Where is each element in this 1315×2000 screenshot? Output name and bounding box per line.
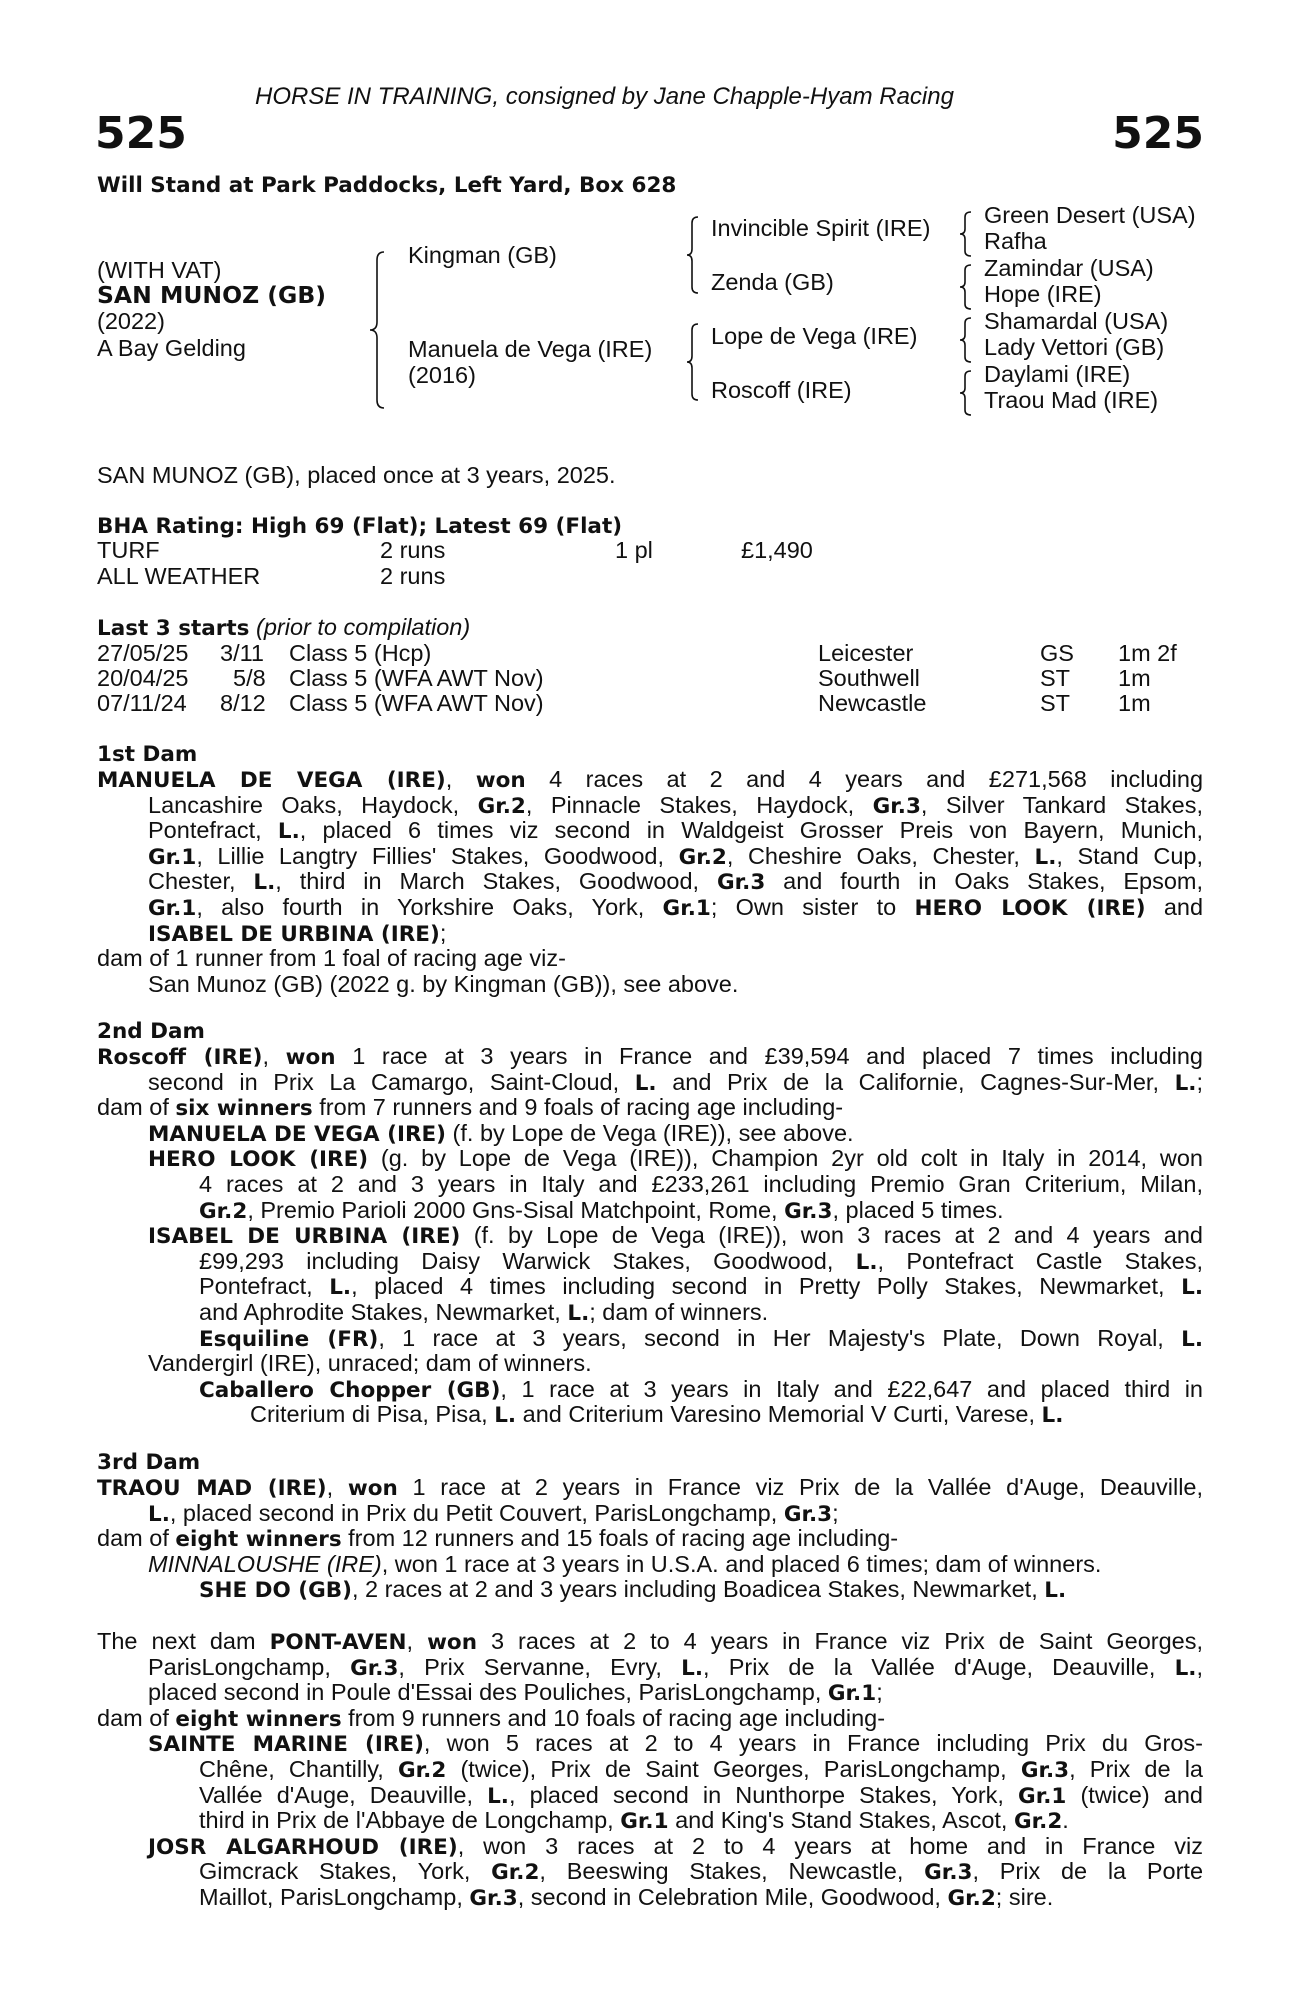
pedigree-g7: Daylami (IRE) <box>984 361 1131 387</box>
start-position: 8/12 <box>220 690 266 716</box>
horse-name: SAN MUNOZ (GB) <box>97 281 326 309</box>
start-date: 07/11/24 <box>97 690 187 716</box>
third-dam-text: TRAOU MAD (IRE), won 1 race at 2 years in France viz Prix de la Vallée d'Auge, Deauville, L., placed second in Prix du Petit Couvert, ParisLongchamp, Gr.3; dam of eight winners from 12 runners and 15 foals of racing age including- MINNALOUSHE (IRE), won 1 race at 3 years in U.S.A. and placed 6 times; dam of winners. SHE DO (GB), 2 races at 2 and 3 years including Boadicea Stakes, Newmarket, L. <box>97 1474 1204 1604</box>
rating-placed: 1 pl <box>615 537 653 563</box>
second-dam-heading: 2nd Dam <box>97 1019 205 1044</box>
brace-g4 <box>958 369 974 417</box>
rating-title: BHA Rating: High 69 (Flat); Latest 69 (Flat) <box>97 514 623 539</box>
pedigree-g3: Zamindar (USA) <box>984 255 1154 281</box>
pedigree-g8: Traou Mad (IRE) <box>984 387 1159 413</box>
stand-location: Will Stand at Park Paddocks, Left Yard, Box 628 <box>97 173 677 198</box>
brace-sire <box>685 215 701 295</box>
third-dam-heading: 3rd Dam <box>97 1450 201 1475</box>
rating-runs: 2 runs <box>380 537 446 563</box>
rating-earnings: £1,490 <box>741 537 813 563</box>
start-date: 20/04/25 <box>97 665 189 691</box>
last-starts-note: (prior to compilation) <box>256 614 471 640</box>
summary-line: SAN MUNOZ (GB), placed once at 3 years, 2025. <box>97 462 616 488</box>
rating-surface: ALL WEATHER <box>97 563 261 589</box>
brace-g3 <box>958 316 974 364</box>
pedigree-dam-dam: Roscoff (IRE) <box>711 377 852 403</box>
pedigree-g5: Shamardal (USA) <box>984 308 1169 334</box>
start-course: Newcastle <box>818 690 927 716</box>
start-distance: 1m <box>1118 665 1151 691</box>
rating-runs: 2 runs <box>380 563 446 589</box>
start-position: 5/8 <box>233 665 266 691</box>
pedigree-g1: Green Desert (USA) <box>984 202 1196 228</box>
consignor-line: HORSE IN TRAINING, consigned by Jane Chapple-Hyam Racing <box>255 83 954 110</box>
pedigree-dam-sire: Lope de Vega (IRE) <box>711 323 918 349</box>
brace-g1 <box>958 210 974 258</box>
start-distance: 1m <box>1118 690 1151 716</box>
start-going: ST <box>1040 690 1071 716</box>
pedigree-dam-year: (2016) <box>408 362 476 388</box>
next-dam-text: The next dam PONT-AVEN, won 3 races at 2 to 4 years in France viz Prix de Saint Georges, ParisLongchamp, Gr.3, Prix Servanne, Evry, L., Prix de la Vallée d'Auge, Deauville, L., placed second in Poule d'Essai des Pouliches, ParisLongchamp, Gr.1; dam of eight winners from 9 runners and 10 foals of racing age including- SAINTE MARINE (IRE), won 5 races at 2 to 4 years in France including Prix du Gros- Chêne, Chantilly, Gr.2 (twice), Prix de Saint Georges, ParisLongchamp, Gr.3, Prix de la Vallée d'Auge, Deauville, L., placed second in Nunthorpe Stakes, York, Gr.1 (twice) and third in Prix de l'Abbaye de Longchamp, Gr.1 and King's Stand Stakes, Ascot, Gr.2. JOSR ALGARHOUD (IRE), won 3 races at 2 to 4 years at home and in France viz Gimcrack Stakes, York, Gr.2, Beeswing Stakes, Newcastle, Gr.3, Prix de la Porte Maillot, ParisLongchamp, Gr.3, second in Celebration Mile, Goodwood, Gr.2; sire. <box>97 1628 1204 1911</box>
second-dam-text: Roscoff (IRE), won 1 race at 3 years in France and £39,594 and placed 7 times including second in Prix La Camargo, Saint-Cloud, L. and Prix de la Californie, Cagnes-Sur-Mer, L.; dam of six winners from 7 runners and 9 foals of racing age including- MANUELA DE VEGA (IRE) (f. by Lope de Vega (IRE)), see above. HERO LOOK (IRE) (g. by Lope de Vega (IRE)), Champion 2yr old colt in Italy in 2014, won 4 races at 2 and 3 years in Italy and £233,261 including Premio Gran Criterium, Milan, Gr.2, Premio Parioli 2000 Gns-Sisal Matchpoint, Rome, Gr.3, placed 5 times. ISABEL DE URBINA (IRE) (f. by Lope de Vega (IRE)), won 3 races at 2 and 4 years and £99,293 including Daisy Warwick Stakes, Goodwood, L., Pontefract Castle Stakes, Pontefract, L., placed 4 times including second in Pretty Polly Stakes, Newmarket, L. and Aphrodite Stakes, Newmarket, L.; dam of winners. Esquiline (FR), 1 race at 3 years, second in Her Majesty's Plate, Down Royal, L. Vandergirl (IRE), unraced; dam of winners. Caballero Chopper (GB), 1 race at 3 years in Italy and £22,647 and placed third in Criterium di Pisa, Pisa, L. and Criterium Varesino Memorial V Curti, Varese, L. <box>97 1043 1204 1429</box>
start-race: Class 5 (Hcp) <box>289 640 432 666</box>
last-starts-title: Last 3 starts <box>97 616 250 641</box>
horse-description: A Bay Gelding <box>97 335 246 361</box>
start-race: Class 5 (WFA AWT Nov) <box>289 690 544 716</box>
start-going: GS <box>1040 640 1074 666</box>
pedigree-g2: Rafha <box>984 228 1047 254</box>
pedigree-g6: Lady Vettori (GB) <box>984 334 1165 360</box>
start-race: Class 5 (WFA AWT Nov) <box>289 665 544 691</box>
start-course: Southwell <box>818 665 920 691</box>
brace-main <box>368 250 388 410</box>
last-starts-heading <box>97 615 470 642</box>
start-position: 3/11 <box>220 640 264 666</box>
start-course: Leicester <box>818 640 914 666</box>
brace-dam <box>685 322 701 402</box>
lot-number-left: 525 <box>95 108 187 159</box>
pedigree-g4: Hope (IRE) <box>984 281 1102 307</box>
pedigree-sire: Kingman (GB) <box>408 242 557 268</box>
start-going: ST <box>1040 665 1071 691</box>
start-date: 27/05/25 <box>97 640 189 666</box>
pedigree-dam: Manuela de Vega (IRE) <box>408 336 653 362</box>
first-dam-heading: 1st Dam <box>97 742 198 767</box>
start-distance: 1m 2f <box>1118 640 1177 666</box>
pedigree-sire-dam: Zenda (GB) <box>711 269 834 295</box>
first-dam-text: MANUELA DE VEGA (IRE), won 4 races at 2 and 4 years and £271,568 including Lancashire Oaks, Haydock, Gr.2, Pinnacle Stakes, Haydock, Gr.3, Silver Tankard Stakes, Pontefract, L., placed 6 times viz second in Waldgeist Grosser Preis von Bayern, Munich, Gr.1, Lillie Langtry Fillies' Stakes, Goodwood, Gr.2, Cheshire Oaks, Chester, L., Stand Cup, Chester, L., third in March Stakes, Goodwood, Gr.3 and fourth in Oaks Stakes, Epsom, Gr.1, also fourth in Yorkshire Oaks, York, Gr.1; Own sister to HERO LOOK (IRE) and ISABEL DE URBINA (IRE); dam of 1 runner from 1 foal of racing age viz- San Munoz (GB) (2022 g. by Kingman (GB)), see above. <box>97 766 1204 997</box>
rating-surface: TURF <box>97 537 160 563</box>
pedigree-sire-sire: Invincible Spirit (IRE) <box>711 215 931 241</box>
lot-number-right: 525 <box>1112 108 1204 159</box>
horse-year: (2022) <box>97 308 165 334</box>
vat-note: (WITH VAT) <box>97 257 222 283</box>
brace-g2 <box>958 263 974 311</box>
